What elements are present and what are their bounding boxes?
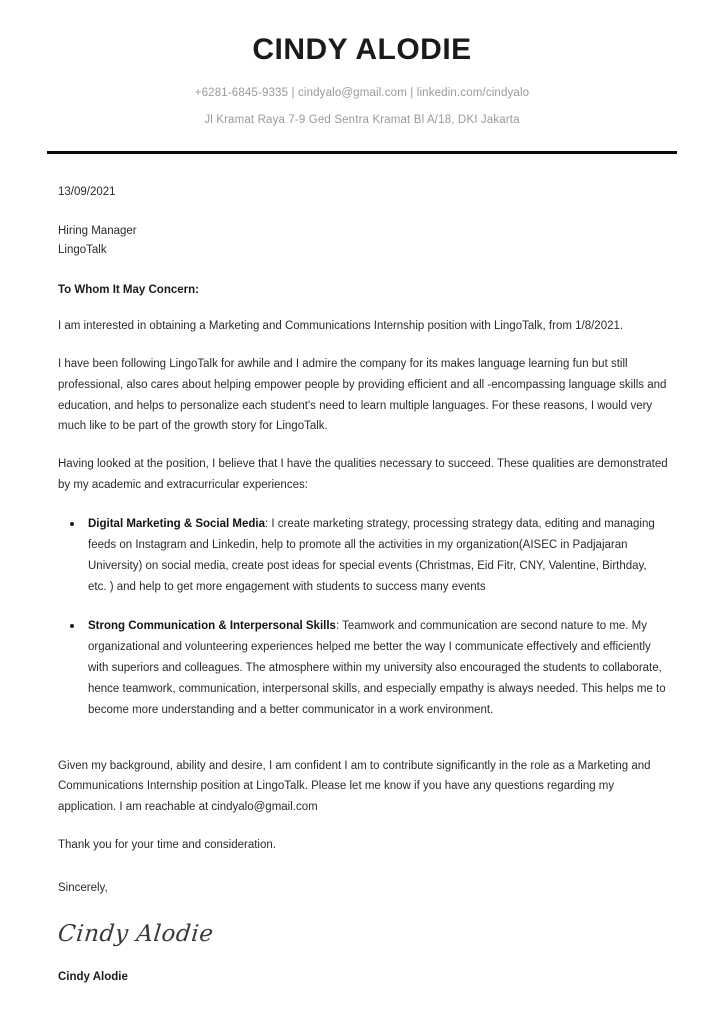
qualities-list <box>58 514 668 720</box>
header-divider <box>47 151 677 154</box>
recipient-company: LingoTalk <box>58 243 107 256</box>
signature-block <box>58 899 668 986</box>
bullet-icon <box>70 522 74 526</box>
paragraph-5: Thank you for your time and consideration. <box>58 839 276 852</box>
letter-date: 13/09/2021 <box>58 186 116 199</box>
paragraph-3: Having looked at the position, I believe that I have the qualities necessary to succeed. These qualities are demonstrated by my academic and extracurricular experiences: <box>58 458 668 492</box>
recipient-name: Hiring Manager <box>58 225 137 238</box>
recipient-block <box>58 222 668 259</box>
address-line: Jl Kramat Raya 7-9 Ged Sentra Kramat Bl A/18, DKI Jakarta <box>204 113 520 126</box>
salutation: To Whom It May Concern: <box>58 283 199 296</box>
list-item <box>58 616 668 721</box>
list-item-lead-in: Digital Marketing & Social Media <box>88 518 266 531</box>
paragraph-1: I am interested in obtaining a Marketing and Communications Internship position with LingoTalk, from 1/8/2021. <box>58 319 624 332</box>
list-item-text: : Teamwork and communication are second nature to me. My organizational and volunteering experiences helped me better the way I communicate effectively and efficiently with superiors and colleagues. The atmosphere within my university also encouraged the students to collaborate, hence teamwork, communication, interpersonal skills, and especially empathy is always needed. This helps me to become more understanding and a better communicator in a work environment. <box>88 619 666 716</box>
list-item-lead-in: Strong Communication & Interpersonal Skills <box>88 619 336 632</box>
list-item-text: : I create marketing strategy, processing strategy data, editing and managing feeds on Instagram and Linkedin, help to promote all the activities in my organization(AISEC in Padjajaran University) on social media, create post ideas for special events (Christmas, Eid Fitr, CNY, Valentine, Birthday, etc. ) and help to get more engagement with students to success many events <box>88 518 655 593</box>
letterhead <box>0 0 724 128</box>
signature-name: Cindy Alodie <box>58 970 128 983</box>
page-title: CINDY ALODIE <box>252 33 472 66</box>
bullet-icon <box>70 624 74 628</box>
paragraph-2: I have been following LingoTalk for awhile and I admire the company for its makes language learning fun but still professional, also cares about helping empower people by providing efficient and all -encompassing language skills and education, and helps to personalize each student's need to learn multiple languages. For these reasons, I would very much like to be part of the growth story for LingoTalk. <box>58 357 667 433</box>
list-item <box>58 514 668 598</box>
sign-off: Sincerely, <box>58 882 108 895</box>
paragraph-4: Given my background, ability and desire, I am confident I am to contribute significantly in the role as a Marketing and Communications Internship position at LingoTalk. Please let me know if you have any questions regarding my application. I am reachable at cindyalo@gmail.com <box>58 759 651 814</box>
letter-body <box>0 184 724 986</box>
signature-image: Cindy Alodie <box>56 921 215 948</box>
contact-line: +6281-6845-9335 | cindyalo@gmail.com | linkedin.com/cindyalo <box>194 87 530 99</box>
